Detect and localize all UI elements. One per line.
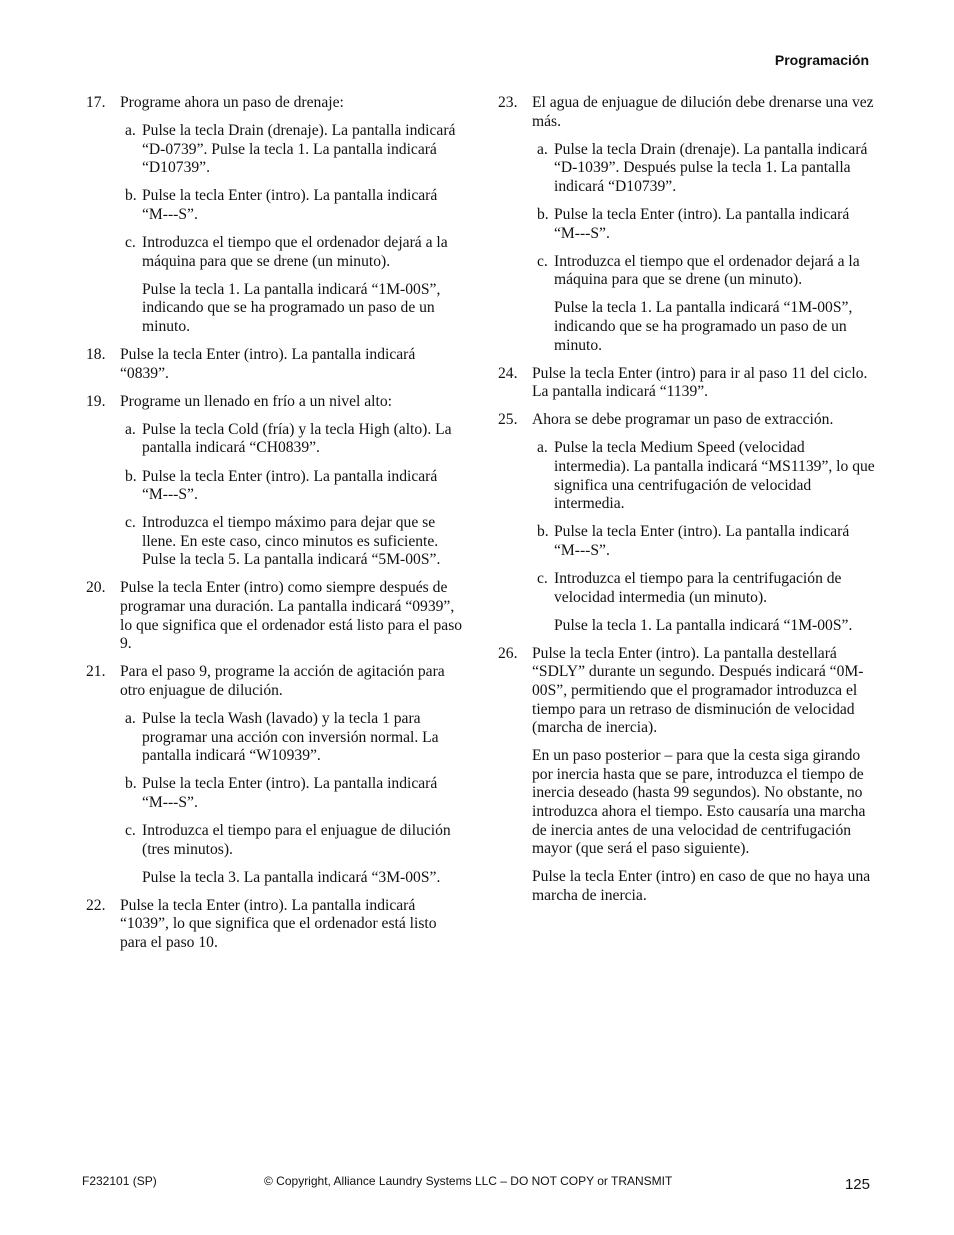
sub-item-b (120, 775, 466, 812)
item-number: 25. (498, 411, 518, 429)
item-number: 23. (498, 94, 518, 111)
sub-letter: c. (537, 569, 548, 587)
sub-note: Pulse la tecla 1. La pantalla indicará “1M-00S”. (554, 616, 853, 634)
item-number: 21. (86, 663, 106, 681)
sub-item-b (532, 523, 878, 560)
sub-item-a (532, 439, 878, 513)
item-number: 17. (86, 94, 106, 111)
item-number: 22. (86, 896, 106, 914)
item-text: Pulse la tecla Enter (intro). La pantalla indicará “1039”, lo que significa que el ordenador está listo para el paso 10. (120, 896, 437, 951)
item-number: 19. (86, 392, 106, 410)
sub-item-a (120, 122, 466, 178)
paragraph: Pulse la tecla Enter (intro) en caso de que no haya una marcha de inercia. (532, 868, 871, 904)
list-item-22 (86, 897, 466, 953)
sub-item-c (120, 234, 466, 271)
item-text: El agua de enjuague de dilución debe drenarse una vez más. (532, 94, 874, 130)
sub-text: Pulse la tecla Drain (drenaje). La pantalla indicará “D-0739”. Pulse la tecla 1. La pantalla indicará “D10739”. (142, 122, 456, 177)
sub-letter: c. (125, 822, 136, 839)
sub-letter: a. (125, 122, 136, 140)
item-text: Ahora se debe programar un paso de extracción. (532, 411, 834, 429)
list-item-19 (86, 393, 466, 570)
item-number: 26. (498, 644, 518, 662)
item-number: 24. (498, 364, 518, 382)
sub-letter: a. (125, 710, 136, 728)
list-item-24 (498, 365, 878, 402)
sub-note: Pulse la tecla 1. La pantalla indicará “1M-00S”, indicando que se ha programado un paso de un minuto. (142, 280, 441, 335)
sub-text: Pulse la tecla Enter (intro). La pantalla indicará “M---S”. (142, 467, 438, 504)
sub-item-c (532, 570, 878, 607)
sub-letter: b. (537, 205, 549, 223)
list-item-26 (498, 645, 878, 906)
sub-text: Introduzca el tiempo que el ordenador dejará a la máquina para que se drene (un minuto). (142, 234, 448, 270)
item-text: Pulse la tecla Enter (intro) como siempre después de programar una duración. La pantalla indicará “0939”, lo que significa que el ordenador está listo para el paso 9. (120, 579, 463, 653)
list-item-23 (498, 94, 878, 355)
sub-item-c (120, 822, 466, 859)
item-text: Programe un llenado en frío a un nivel alto: (120, 392, 392, 410)
sub-letter: a. (537, 140, 548, 158)
document-number: F232101 (SP) (82, 1174, 157, 1188)
sub-item-c (532, 253, 878, 290)
sub-letter: c. (125, 514, 136, 532)
sub-letter: b. (125, 467, 137, 485)
sub-letter: c. (537, 252, 548, 270)
section-header: Programación (774, 52, 869, 68)
right-column (498, 94, 878, 915)
sub-text: Introduzca el tiempo máximo para dejar que se llene. En este caso, cinco minutos es suficiente. Pulse la tecla 5. La pantalla indicará “5M-00S”. (142, 514, 441, 569)
list-item-17 (86, 94, 466, 337)
sub-item-a (120, 421, 466, 458)
left-column (86, 94, 466, 962)
sub-item-a (120, 710, 466, 766)
item-text: Pulse la tecla Enter (intro) para ir al paso 11 del ciclo. La pantalla indicará “1139”. (532, 364, 868, 401)
sub-letter: a. (125, 420, 136, 438)
item-text: Pulse la tecla Enter (intro). La pantalla destellará “SDLY” durante un segundo. Después indicará “0M-00S”, permitiendo que el programador introduzca el tiempo para un retraso de disminución de velocidad (marcha de inercia). (532, 644, 864, 737)
sub-item-b (120, 187, 466, 224)
item-text: Pulse la tecla Enter (intro). La pantalla indicará “0839”. (120, 346, 416, 382)
paragraph: En un paso posterior – para que la cesta siga girando por inercia hasta que se pare, introduzca el tiempo de inercia deseado (hasta 99 segundos). No obstante, no introduzca ahora el tiempo. Esto causaría una marcha de inercia antes de una velocidad de centrifugación mayor (que será el paso siguiente). (532, 747, 866, 858)
sub-item-a (532, 141, 878, 197)
sub-text: Pulse la tecla Drain (drenaje). La pantalla indicará “D-1039”. Después pulse la tecla 1. La pantalla indicará “D10739”. (554, 140, 868, 195)
sub-text: Introduzca el tiempo para la centrifugación de velocidad intermedia (un minuto). (554, 569, 842, 606)
sub-text: Pulse la tecla Enter (intro). La pantalla indicará “M---S”. (554, 523, 850, 559)
sub-text: Pulse la tecla Enter (intro). La pantalla indicará “M---S”. (142, 775, 438, 811)
item-number: 20. (86, 579, 106, 597)
sub-text: Pulse la tecla Enter (intro). La pantalla indicará “M---S”. (554, 205, 850, 242)
sub-letter: b. (537, 523, 549, 541)
sub-text: Pulse la tecla Enter (intro). La pantalla indicará “M---S”. (142, 187, 438, 223)
sub-item-c (120, 514, 466, 570)
sub-note: Pulse la tecla 3. La pantalla indicará “3M-00S”. (142, 868, 441, 886)
list-item-18 (86, 346, 466, 383)
copyright-notice: © Copyright, Alliance Laundry Systems LLC – DO NOT COPY or TRANSMIT (264, 1174, 673, 1188)
list-item-21 (86, 663, 466, 887)
sub-text: Pulse la tecla Cold (fría) y la tecla High (alto). La pantalla indicará “CH0839”. (142, 420, 452, 457)
item-text: Para el paso 9, programe la acción de agitación para otro enjuague de dilución. (120, 663, 445, 699)
sub-item-b (532, 206, 878, 243)
list-item-25 (498, 411, 878, 635)
sub-item-b (120, 468, 466, 505)
sub-text: Introduzca el tiempo que el ordenador dejará a la máquina para que se drene (un minuto). (554, 252, 860, 289)
sub-letter: b. (125, 775, 137, 793)
sub-letter: b. (125, 187, 137, 205)
list-item-20 (86, 579, 466, 653)
sub-letter: c. (125, 234, 136, 252)
item-number: 18. (86, 346, 106, 364)
sub-text: Pulse la tecla Medium Speed (velocidad intermedia). La pantalla indicará “MS1139”, lo que significa una centrifugación de velocidad intermedia. (554, 439, 875, 513)
sub-note: Pulse la tecla 1. La pantalla indicará “1M-00S”, indicando que se ha programado un paso de un minuto. (554, 299, 853, 354)
sub-text: Introduzca el tiempo para el enjuague de dilución (tres minutos). (142, 822, 451, 858)
item-text: Programe ahora un paso de drenaje: (120, 94, 344, 111)
sub-letter: a. (537, 439, 548, 457)
sub-text: Pulse la tecla Wash (lavado) y la tecla 1 para programar una acción con inversión normal. La pantalla indicará “W10939”. (142, 710, 439, 765)
page-number: 125 (844, 1176, 870, 1193)
